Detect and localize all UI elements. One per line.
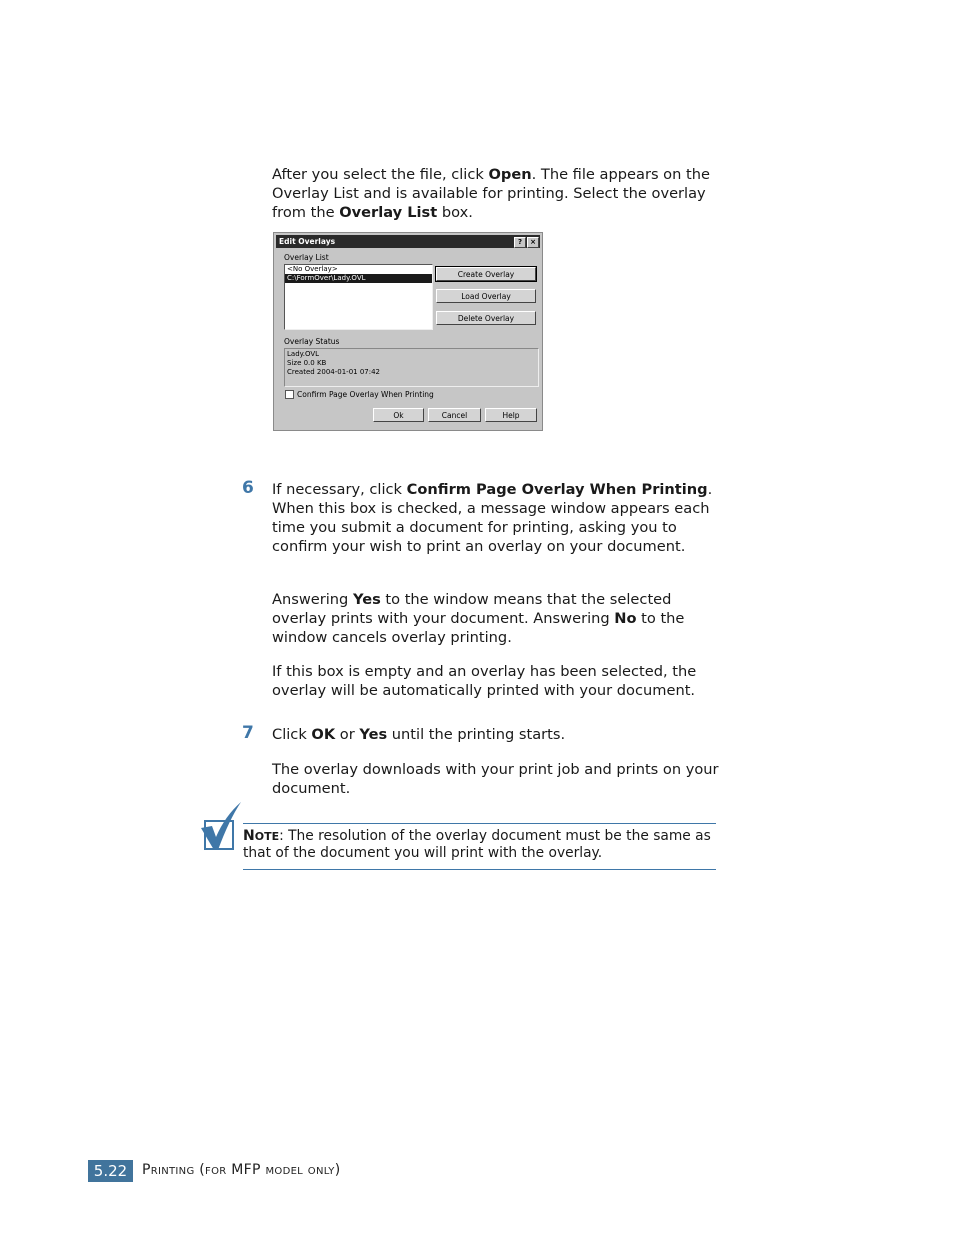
step-6-text: If necessary, click — [272, 481, 407, 498]
ok-button[interactable]: Ok — [373, 408, 424, 422]
answer-text-2: to the window means that the selected overlay prints with your document. Answering — [272, 591, 672, 627]
intro-text-2: . The file appears on the Overlay List and is available for printing. Select the overlay from the — [272, 166, 710, 221]
page-number: 5.22 — [88, 1160, 133, 1182]
status-filename: Lady.OVL — [287, 350, 320, 358]
footer-title: Printing (for MFP model only) — [142, 1162, 341, 1178]
step-7-paragraph-2: The overlay downloads with your print job and prints on your document. — [272, 761, 719, 797]
confirm-overlay-label: Confirm Page Overlay When Printing — [297, 390, 434, 399]
step-6-text-2: . When this box is checked, a message window appears each time you submit a document for printing, asking you to confirm your wish to print an overlay on your document. — [272, 481, 713, 555]
step-7-number: 7 — [242, 723, 254, 743]
intro-text-3: box. — [437, 204, 473, 221]
intro-text: After you select the file, click — [272, 166, 489, 183]
list-item-lady-ovl[interactable]: C:\FormOver\Lady.OVL — [285, 274, 432, 283]
note-paragraph — [243, 828, 716, 862]
cancel-button[interactable]: Cancel — [428, 408, 481, 422]
step-7-text-3: until the printing starts. — [387, 726, 566, 743]
step-6-paragraph — [272, 480, 722, 556]
answer-text: Answering — [272, 591, 353, 608]
intro-paragraph — [272, 165, 722, 222]
step-6-paragraph-2 — [272, 590, 722, 647]
dialog-title: Edit Overlays — [279, 237, 336, 246]
delete-overlay-button[interactable]: Delete Overlay — [436, 311, 536, 325]
overlay-list-label: Overlay List — [284, 253, 329, 262]
note-label — [243, 828, 279, 844]
step-7-paragraph — [272, 725, 722, 744]
help-button[interactable]: Help — [485, 408, 537, 422]
confirm-term: Confirm Page Overlay When Printing — [406, 481, 708, 498]
ok-term: OK — [311, 726, 336, 743]
overlay-listbox[interactable] — [284, 264, 433, 330]
edit-overlays-dialog — [273, 232, 543, 431]
status-created: Created 2004-01-01 07:42 — [287, 368, 381, 376]
list-item-no-overlay[interactable]: <No Overlay> — [287, 265, 338, 273]
note-label-rest: OTE — [254, 830, 280, 843]
dialog-titlebar — [276, 235, 540, 248]
confirm-overlay-checkbox[interactable] — [285, 390, 294, 399]
open-term: Open — [488, 166, 532, 183]
overlay-status-label: Overlay Status — [284, 337, 340, 346]
overlay-list-term: Overlay List — [339, 204, 438, 221]
step-6-number: 6 — [242, 478, 254, 498]
step-7-text: Click — [272, 726, 312, 743]
yes-term-2: Yes — [359, 726, 388, 743]
answer-text-3: to the window cancels overlay printing. — [272, 610, 685, 646]
create-overlay-button[interactable]: Create Overlay — [436, 267, 536, 281]
no-term: No — [614, 610, 637, 627]
note-text: : The resolution of the overlay document must be the same as that of the document you will print with the overlay. — [243, 828, 711, 861]
close-icon[interactable]: × — [527, 237, 539, 248]
step-7-text-2: or — [335, 726, 360, 743]
note-top-rule — [243, 823, 716, 824]
yes-term: Yes — [352, 591, 381, 608]
step-6-paragraph-3: If this box is empty and an overlay has been selected, the overlay will be automatically printed with your document. — [272, 663, 697, 699]
help-icon[interactable]: ? — [514, 237, 526, 248]
note-label-initial: N — [243, 828, 255, 844]
load-overlay-button[interactable]: Load Overlay — [436, 289, 536, 303]
note-bottom-rule — [243, 869, 716, 870]
status-size: Size 0.0 KB — [287, 359, 327, 367]
overlay-status-box — [284, 348, 539, 387]
checkmark-note-icon — [199, 800, 243, 854]
